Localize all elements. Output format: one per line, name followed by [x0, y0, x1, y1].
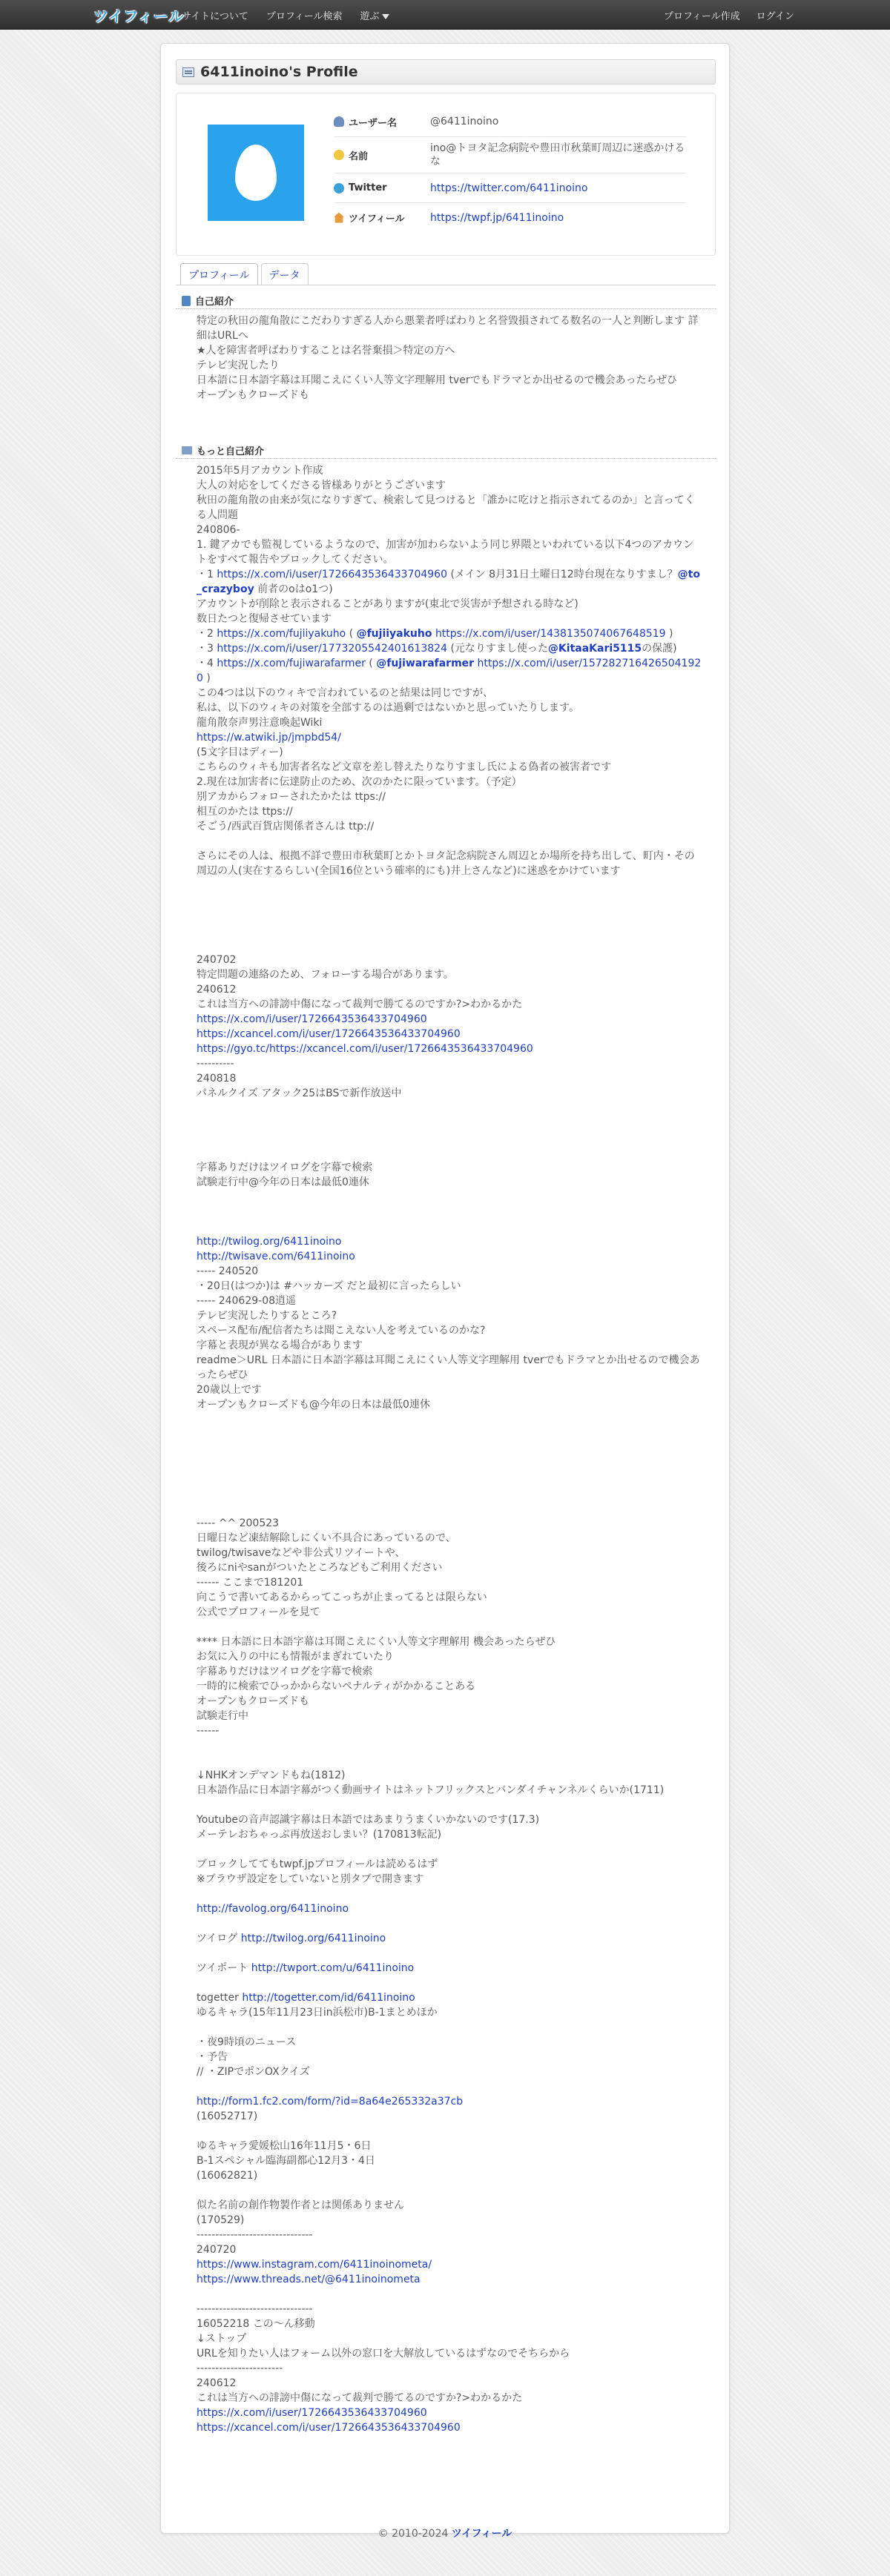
- more-line: パネルクイズ アタック25はBSで新作放送中: [197, 1087, 402, 1099]
- more-line: [197, 1190, 702, 1205]
- more-line: ----- 240629-08逍遥: [197, 1295, 297, 1307]
- more-line: (16052717): [197, 2110, 258, 2122]
- url-link[interactable]: http://form1.fc2.com/form/?id=8a64e265332a37cb: [197, 2096, 464, 2108]
- more-line: ・1 https://x.com/i/user/1726643536433704960 (メイン 8月31日土曜日12時台現在なりすまし？@to_crazyboy 前者のoはo1つ): [197, 569, 700, 595]
- url-link[interactable]: https://www.threads.net/@6411inoinometa: [197, 2274, 421, 2285]
- url-link[interactable]: http://twilog.org/6411inoino: [197, 1236, 342, 1248]
- more-line: 数日たつと復帰させています: [197, 613, 332, 625]
- more-line: 日本語作品に日本語字幕がつく動画サイトはネットフリックスとバンダイチャンネルくらいか(1711): [197, 1784, 665, 1796]
- intro-section: [176, 293, 716, 403]
- more-line: 相互のかたは ttps://: [197, 806, 293, 818]
- more-line: ↓ストップ: [197, 2333, 247, 2345]
- url-link[interactable]: https://x.com/i/user/1726643536433704960: [197, 1013, 427, 1025]
- more-line: 試験走行中: [197, 1710, 248, 1722]
- more-line: [197, 2287, 702, 2302]
- url-link[interactable]: http://twilog.org/6411inoino: [240, 1933, 386, 1944]
- nav-left: [182, 0, 389, 30]
- nav-play-label: 遊ぶ: [360, 10, 380, 22]
- info-row-username: [334, 107, 687, 136]
- more-line: この4つは以下のウィキで言われているのと結果は同じですが、: [197, 687, 494, 699]
- more-line: ツイポート http://twport.com/u/6411inoino: [197, 1962, 415, 1974]
- more-line: ------ ここまで181201: [197, 1577, 304, 1589]
- more-line: 日曜日など凍結解除しにくい不具合にあっているので、: [197, 1532, 456, 1544]
- url-link[interactable]: https://www.instagram.com/6411inoinometa/: [197, 2259, 432, 2271]
- twpf-label: ツイフィール: [349, 213, 405, 225]
- more-line: オープンもクローズドも@今年の日本は最低0連休: [197, 1399, 430, 1411]
- more-line: [197, 1798, 702, 1812]
- more-line: ゆるキャラ(15年11月23日in浜松市)B-1まとめほか: [197, 2007, 438, 2019]
- more-line: [197, 1457, 702, 1471]
- more-line: (16062821): [197, 2170, 258, 2182]
- avatar[interactable]: [208, 125, 304, 221]
- more-line: ツイログ http://twilog.org/6411inoino: [197, 1933, 386, 1944]
- more-line: [197, 2406, 702, 2420]
- more-line: 向こうで書いてあるからってこっちが止まってるとは限らない: [197, 1592, 487, 1603]
- more-line: [197, 1753, 702, 1768]
- more-line: 240806-: [197, 524, 240, 536]
- more-line: 1. 鍵アカでも監視しているようなので、加害が加わらないよう同じ界隈といわれている以下4つのアカウントをすべて報告やブロックしてください。: [197, 539, 694, 566]
- more-line: 大人の対応をしてくださる皆様ありがとうございます: [197, 480, 446, 491]
- url-link[interactable]: https://x.com/i/user/1726643536433704960: [217, 569, 447, 580]
- more-line: [197, 1116, 702, 1130]
- more-line: [197, 938, 702, 953]
- more-line: メーテレおちゃっぷ再放送おしまい？(170813転記): [197, 1829, 442, 1841]
- more-line: [197, 1471, 702, 1486]
- more-line: [197, 1620, 702, 1635]
- more-line: [197, 1101, 702, 1116]
- more-line: 240612: [197, 2377, 237, 2389]
- more-line: Youtubeの音声認識字幕は日本語ではあまりうまくいかないのです(17.3): [197, 1814, 540, 1826]
- more-line: [197, 878, 702, 893]
- more-line: togetter http://togetter.com/id/6411inoino: [197, 1992, 415, 2004]
- more-line: 240720: [197, 2244, 237, 2256]
- more-line: ・20日(はつか)は #ハッカーズ だと最初に言ったらしい: [197, 1280, 461, 1292]
- nav-search-link[interactable]: プロフィール検索: [266, 10, 343, 22]
- more-line: [197, 1219, 702, 1234]
- mention-link[interactable]: @fujiiyakuho: [356, 628, 432, 640]
- more-line: 秋田の龍角散の由来が気になりすぎて、検索して見つけると「誰かに吃けと指示されてるのか」と言ってくる人問題: [197, 494, 695, 521]
- url-link[interactable]: https://x.com/fujiwarafarmer: [217, 658, 366, 669]
- more-line: 特定問題の連絡のため、フォローする場合があります。: [197, 969, 454, 981]
- more-body: [176, 459, 716, 2435]
- more-line: [197, 893, 702, 908]
- more-line: [197, 2272, 702, 2287]
- more-line: [197, 1901, 702, 1916]
- more-line: [197, 2257, 702, 2272]
- more-line: 240818: [197, 1073, 237, 1085]
- home-icon: [334, 213, 344, 223]
- more-line: // ・ZIPでポンOXクイズ: [197, 2066, 310, 2078]
- tab-profile[interactable]: プロフィール: [180, 263, 258, 285]
- footer-copyright: © 2010-2024: [378, 2528, 449, 2540]
- more-line: [197, 1842, 702, 1857]
- twitter-label: Twitter: [349, 182, 387, 193]
- intro-heading: 自己紹介: [195, 297, 234, 308]
- more-line: 別アカからフォローされたかたは ttps://: [197, 791, 386, 803]
- more-heading: もっと自己紹介: [197, 446, 265, 457]
- info-row-name: [334, 136, 687, 173]
- more-section: [176, 443, 716, 2435]
- more-line: 字幕と表現が異なる場合があります: [197, 1340, 363, 1351]
- more-line: ------: [197, 1725, 220, 1737]
- more-line: ・2 https://x.com/fujiiyakuho ( @fujiiyakuho https://x.com/i/user/1438135074067648519 ): [197, 628, 673, 640]
- page-title: 6411inoino's Profile: [200, 64, 358, 80]
- more-line: [197, 1738, 702, 1753]
- url-link[interactable]: https://gyo.tc/https://xcancel.com/i/user/1726643536433704960: [197, 1043, 533, 1055]
- site-logo[interactable]: ツイフィール: [93, 7, 185, 25]
- nav-create-link[interactable]: プロフィール作成: [663, 10, 740, 22]
- top-navbar: [0, 0, 890, 30]
- more-line: ・予告: [197, 2051, 228, 2063]
- more-line: [197, 2094, 702, 2109]
- caret-down-icon: [382, 14, 389, 19]
- footer-brand-link[interactable]: ツイフィール: [451, 2528, 512, 2540]
- url-link[interactable]: https://x.com/i/user/1726643536433704960: [197, 2407, 427, 2419]
- more-line: ・夜9時頃のニュース: [197, 2036, 297, 2048]
- more-line: 試験走行中@今年の日本は最低0連休: [197, 1176, 369, 1188]
- more-line: [197, 908, 702, 923]
- more-line: さらにその人は、根拠不詳で豊田市秋葉町とかトヨタ記念病院さん周辺とか場所を持ち出して、町内・その周辺の人(実在するらしい(全国16位という確率的にも)井上さんなど)に迷惑をかけています: [197, 850, 695, 877]
- url-link[interactable]: https://x.com/i/user/1438135074067648519: [435, 628, 666, 640]
- more-line: ・3 https://x.com/i/user/1773205542401613824 (元なりすまし使った@KitaaKari5115の保護): [197, 643, 677, 655]
- book-icon: [182, 296, 191, 306]
- info-row-twitter: [334, 173, 687, 202]
- more-line: ----- 240520: [197, 1265, 259, 1277]
- more-line: [197, 2020, 702, 2035]
- profile-page: [160, 43, 730, 2534]
- intro-line: 日本語に日本語字幕は耳聞こえにくい人等文字理解用 tverでもドラマとか出せるので機会あったらぜひ: [197, 374, 678, 386]
- globe-icon: [334, 183, 344, 193]
- more-line: 20歳以上です: [197, 1384, 262, 1396]
- egg-avatar-icon: [235, 145, 277, 201]
- more-line: ※ブラウザ設定をしていないと別タブで開きます: [197, 1873, 424, 1885]
- more-line: readme＞URL 日本語に日本語字幕は耳聞こえにくい人等文字理解用 tverでもドラマとか出せるので機会あったらぜひ: [197, 1354, 700, 1381]
- info-row-twpf: [334, 202, 687, 232]
- more-line: **** 日本語に日本語字幕は耳聞こえにくい人等文字理解用 機会あったらぜひ: [197, 1636, 556, 1648]
- more-line: 字幕ありだけはツイログを字幕で検索: [197, 1666, 373, 1678]
- more-line: ・4 https://x.com/fujiwarafarmer ( @fujiwarafarmer https://x.com/i/user/1572827164265041920 ): [197, 658, 702, 684]
- more-line: [197, 1427, 702, 1442]
- profile-card-icon: [182, 67, 194, 77]
- more-line: [197, 2183, 702, 2198]
- more-line: [197, 1501, 702, 1516]
- more-line: [197, 1249, 702, 1264]
- more-line: (170529): [197, 2214, 245, 2226]
- more-line: ----- ^^ 200523: [197, 1517, 280, 1529]
- url-link[interactable]: https://x.com/i/user/1572827164265041920: [197, 658, 702, 684]
- more-line: [197, 1412, 702, 1427]
- more-line: 2.現在は加害者に伝達防止のため、次のかたに限っています。（予定）: [197, 776, 522, 788]
- username-value: @6411inoino: [430, 116, 499, 128]
- more-line: 公式でプロフィールを見て: [197, 1606, 320, 1618]
- username-label: ユーザー名: [349, 117, 398, 129]
- more-line: [197, 1916, 702, 1931]
- url-link[interactable]: https://w.atwiki.jp/jmpbd54/: [197, 732, 341, 744]
- more-line: ↓NHKオンデマンドもね(1812): [197, 1769, 346, 1781]
- more-line: [197, 1442, 702, 1457]
- more-line: 字幕ありだけはツイログを字幕で検索: [197, 1162, 373, 1173]
- more-line: テレビ実況したりするところ?: [197, 1310, 337, 1322]
- name-value: ino@トヨタ記念病院や豊田市秋葉町周辺に迷惑かけるな: [430, 142, 685, 168]
- more-line: -----------------------: [197, 2363, 283, 2374]
- more-line: 16052218 この～ん移動: [197, 2318, 315, 2330]
- more-line: [197, 1012, 702, 1027]
- url-link[interactable]: https://xcancel.com/i/user/1726643536433704960: [197, 1028, 461, 1040]
- url-link[interactable]: http://twport.com/u/6411inoino: [251, 1962, 415, 1974]
- more-line: ブロックしててもtwpf.jpプロフィールは読めるはず: [197, 1858, 438, 1870]
- more-line: 龍角散奈声男注意喚起Wiki: [197, 717, 323, 729]
- intro-line: 特定の秋田の龍角散にこだわりすぎる人から悪業者呼ばわりと名誉毀損されてる数名の一人と判断します 詳細はURLへ: [197, 315, 699, 342]
- open-book-icon: [182, 446, 192, 454]
- nav-right: [664, 0, 794, 30]
- more-line: ----------: [197, 1058, 234, 1070]
- more-line: [197, 1130, 702, 1145]
- more-line: アカウントが削除と表示されることがありますが(東北で災害が予想される時など): [197, 598, 578, 610]
- more-line: オープンもクローズドも: [197, 1695, 310, 1707]
- more-line: 後ろにniやsanがついたところなどもご利用ください: [197, 1562, 443, 1574]
- nav-play-dropdown[interactable]: [360, 8, 389, 22]
- intro-line: オープンもクローズドも: [197, 389, 310, 401]
- more-line: [197, 923, 702, 938]
- more-line: 240612: [197, 984, 237, 996]
- more-line: twilog/twisaveなどや非公式リツイートや、: [197, 1547, 406, 1559]
- more-line: (5文字目はディー): [197, 746, 283, 758]
- more-line: [197, 1887, 702, 1901]
- more-line: [197, 1486, 702, 1501]
- nav-about-link[interactable]: サイトについて: [182, 10, 248, 22]
- tab-data[interactable]: データ: [261, 263, 309, 285]
- more-line: [197, 1042, 702, 1056]
- more-line: [197, 2124, 702, 2139]
- more-line: 似た名前の創作物製作者とは関係ありません: [197, 2199, 404, 2211]
- url-link[interactable]: http://twisave.com/6411inoino: [197, 1251, 355, 1262]
- url-link[interactable]: http://togetter.com/id/6411inoino: [242, 1992, 415, 2004]
- more-line: [197, 1234, 702, 1249]
- more-line: ゆるキャラ愛媛松山16年11月5・6日: [197, 2140, 372, 2152]
- intro-body: [176, 309, 716, 403]
- more-line: スペース配布/配信者たちは聞こえない人を考えているのかな?: [197, 1325, 486, 1337]
- more-line: 一時的に検索でひっかからないペナルティがかかることある: [197, 1681, 476, 1692]
- more-line: 2015年5月アカウント作成: [197, 465, 323, 477]
- intro-line: テレビ実況したり: [197, 360, 280, 371]
- user-icon: [334, 116, 344, 127]
- more-line: [197, 730, 702, 745]
- profile-tabs: [180, 263, 309, 285]
- more-line: これは当方への誹謗中傷になって裁判で勝てるのですか?>わかるかた: [197, 999, 523, 1010]
- more-line: [197, 1027, 702, 1042]
- more-line: [197, 1205, 702, 1219]
- more-line: こちらのウィキも加害者名など文章を差し替えたりなりすまし氏による偽者の被害者です: [197, 761, 612, 773]
- mention-link[interactable]: @to_crazyboy: [197, 569, 700, 595]
- more-line: -------------------------------: [197, 2303, 313, 2315]
- url-link[interactable]: https://x.com/i/user/1773205542401613824: [217, 643, 447, 655]
- more-line: [197, 2420, 702, 2435]
- profile-header: [176, 59, 716, 85]
- more-line: -------------------------------: [197, 2229, 313, 2241]
- more-line: [197, 1946, 702, 1961]
- intro-line: ★人を障害者呼ばわりすることは名誉棄損＞特定の方へ: [197, 345, 455, 357]
- more-line: [197, 834, 702, 849]
- twpf-link[interactable]: https://twpf.jp/6411inoino: [430, 211, 564, 224]
- footer: [0, 2526, 890, 2540]
- mention-link[interactable]: @KitaaKari5115: [547, 643, 642, 655]
- more-line: そごう/西武百貨店関係者さんは ttp://: [197, 821, 375, 832]
- more-line: これは当方への誹謗中傷になって裁判で勝てるのですか?>わかるかた: [197, 2392, 523, 2404]
- url-link[interactable]: https://x.com/fujiiyakuho: [217, 628, 346, 640]
- more-line: URLを知りたい人はフォーム以外の窓口を大解放しているはずなのでそちらから: [197, 2348, 570, 2360]
- smiley-icon: [334, 150, 344, 160]
- name-label: 名前: [349, 150, 369, 162]
- profile-info-table: [334, 107, 687, 232]
- url-link[interactable]: http://favolog.org/6411inoino: [197, 1903, 349, 1915]
- more-line: お気に入りの中にも情報がまぎれていたり: [197, 1651, 394, 1663]
- mention-link[interactable]: @fujiwarafarmer: [376, 658, 475, 669]
- url-link[interactable]: https://xcancel.com/i/user/1726643536433704960: [197, 2422, 461, 2434]
- more-line: [197, 1145, 702, 1160]
- more-line: [197, 2079, 702, 2094]
- more-line: [197, 1976, 702, 1990]
- more-line: 240702: [197, 954, 237, 966]
- more-line: 私は、以下のウィキの対策を全部するのは過剰ではないかと思っていたりします。: [197, 702, 580, 714]
- more-line: B-1スペシャル臨海副都心12月3・4日: [197, 2155, 375, 2167]
- twitter-link[interactable]: https://twitter.com/6411inoino: [430, 182, 588, 194]
- nav-login-link[interactable]: ログイン: [756, 10, 794, 22]
- profile-card: [176, 93, 716, 256]
